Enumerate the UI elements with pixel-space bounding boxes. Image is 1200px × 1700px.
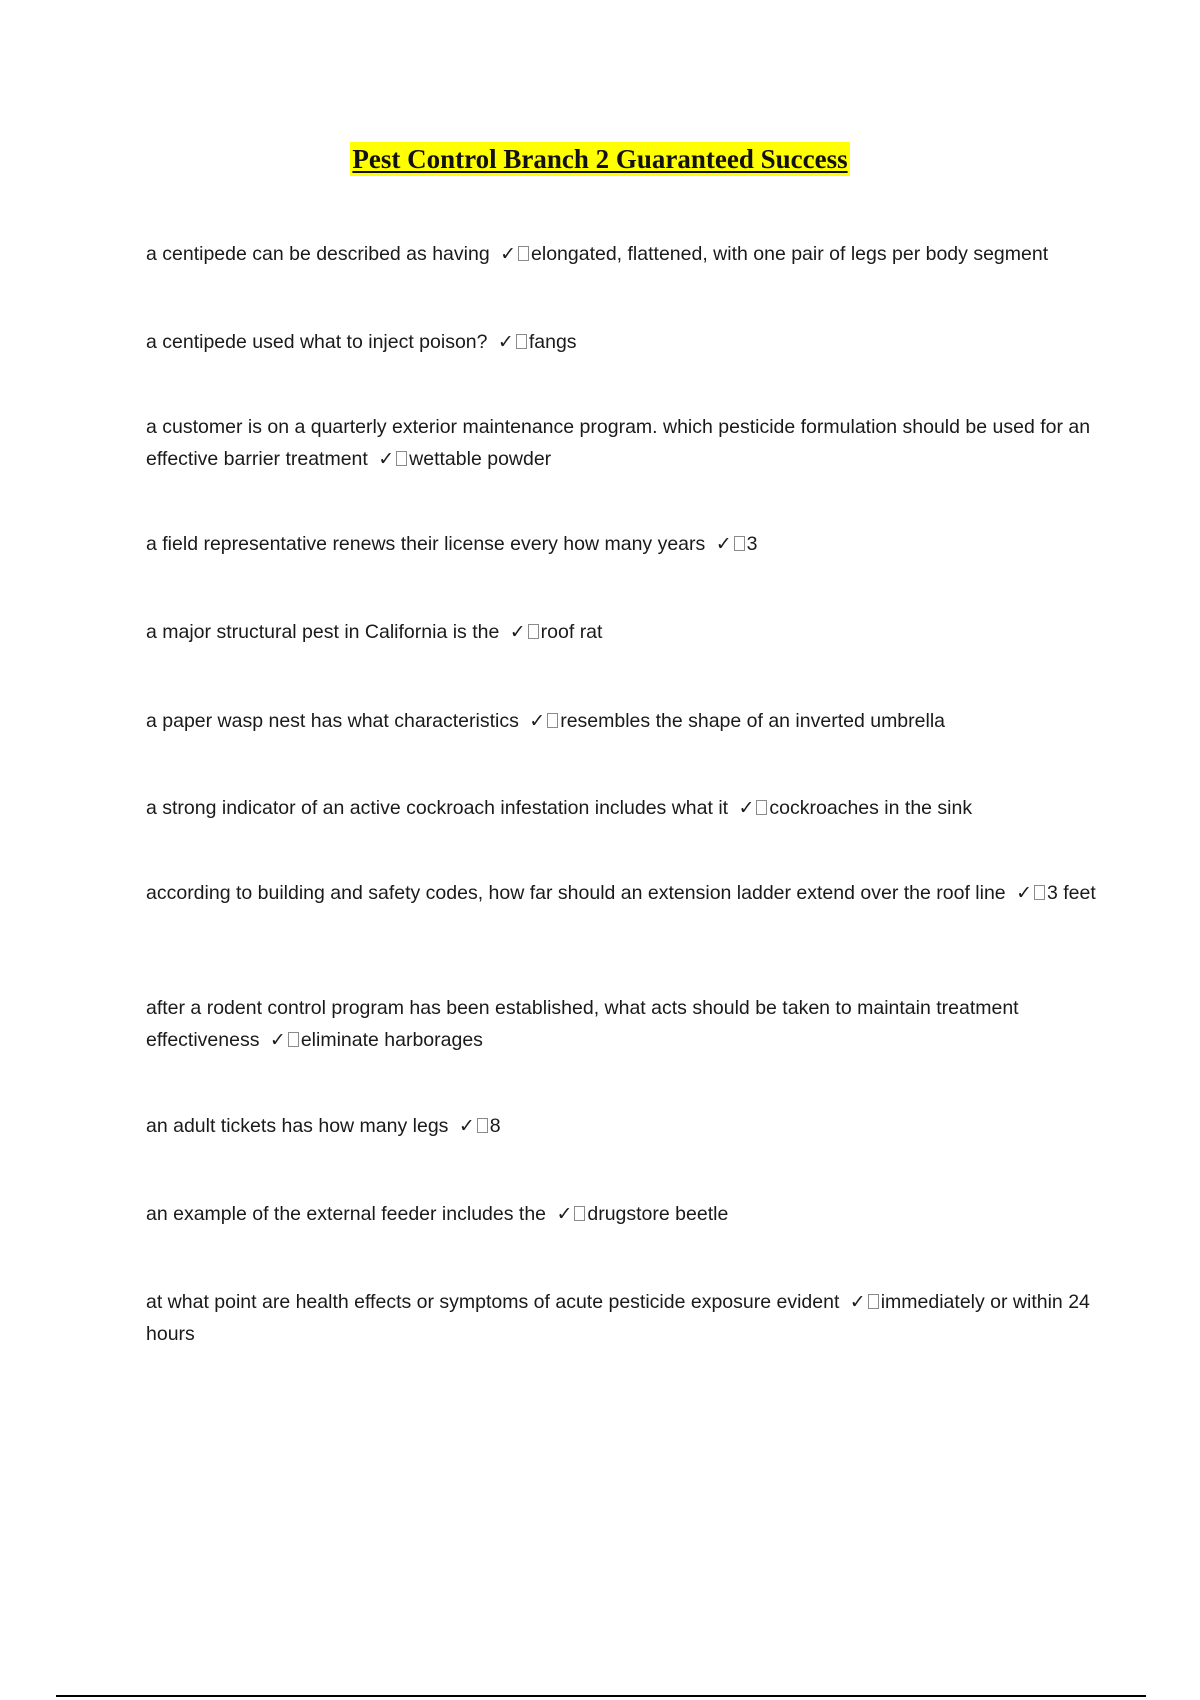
checkmark-icon: ✓ (378, 448, 395, 470)
missing-glyph-box-icon (516, 334, 527, 349)
missing-glyph-box-icon (547, 713, 558, 728)
qa-item (146, 792, 1096, 824)
question-text: a paper wasp nest has what characteristics (146, 710, 519, 732)
title-container (0, 142, 1200, 176)
checkmark-icon: ✓ (458, 1115, 475, 1137)
checkmark-icon: ✓ (715, 533, 732, 555)
qa-item (146, 1286, 1096, 1350)
question-text: a field representative renews their license every how many years (146, 533, 706, 555)
checkmark-icon: ✓ (497, 331, 514, 353)
missing-glyph-box-icon (756, 800, 767, 815)
missing-glyph-box-icon (1034, 885, 1045, 900)
qa-item (146, 326, 1096, 358)
question-text: an adult tickets has how many legs (146, 1115, 449, 1137)
checkmark-icon: ✓ (849, 1291, 866, 1313)
missing-glyph-box-icon (396, 451, 407, 466)
answer-text: resembles the shape of an inverted umbrella (560, 710, 946, 732)
question-text: at what point are health effects or symptoms of acute pesticide exposure evident (146, 1291, 840, 1313)
missing-glyph-box-icon (477, 1118, 488, 1133)
qa-item (146, 411, 1096, 475)
missing-glyph-box-icon (574, 1206, 585, 1221)
answer-text: 3 (746, 533, 758, 555)
answer-text: cockroaches in the sink (769, 797, 973, 819)
qa-item (146, 238, 1096, 270)
question-text: a customer is on a quarterly exterior maintenance program. which pesticide formulation should be used for an effective barrier treatment (146, 416, 1091, 470)
missing-glyph-box-icon (518, 246, 529, 261)
page-title: Pest Control Branch 2 Guaranteed Success (352, 144, 848, 174)
qa-item (146, 705, 1096, 737)
question-text: after a rodent control program has been established, what acts should be taken to maintain treatment effectiveness (146, 997, 1019, 1051)
answer-text: immediately or within 24 hours (146, 1291, 1090, 1345)
answer-text: roof rat (540, 621, 603, 643)
answer-text: 8 (489, 1115, 501, 1137)
question-text: an example of the external feeder includes the (146, 1203, 547, 1225)
answer-text: wettable powder (409, 448, 552, 470)
qa-item (146, 1110, 1096, 1142)
checkmark-icon: ✓ (269, 1029, 286, 1051)
checkmark-icon: ✓ (738, 797, 755, 819)
checkmark-icon: ✓ (500, 243, 517, 265)
missing-glyph-box-icon (288, 1032, 299, 1047)
checkmark-icon: ✓ (529, 710, 546, 732)
answer-text: fangs (528, 331, 577, 353)
missing-glyph-box-icon (868, 1294, 879, 1309)
question-text: a strong indicator of an active cockroach infestation includes what it (146, 797, 729, 819)
checkmark-icon: ✓ (556, 1203, 573, 1225)
question-text: a major structural pest in California is the (146, 621, 500, 643)
answer-text: elongated, flattened, with one pair of legs per body segment (531, 243, 1049, 265)
qa-item (146, 616, 1096, 648)
qa-item (146, 528, 1096, 560)
footer-divider (56, 1695, 1146, 1697)
answer-text: eliminate harborages (300, 1029, 483, 1051)
qa-item (146, 1198, 1096, 1230)
question-text: a centipede used what to inject poison? (146, 331, 488, 353)
checkmark-icon: ✓ (509, 621, 526, 643)
question-text: a centipede can be described as having (146, 243, 490, 265)
question-text: according to building and safety codes, how far should an extension ladder extend over the roof line (146, 882, 1006, 904)
answer-text: drugstore beetle (587, 1203, 729, 1225)
qa-item (146, 992, 1096, 1056)
missing-glyph-box-icon (528, 624, 539, 639)
qa-item (146, 877, 1096, 909)
missing-glyph-box-icon (734, 536, 745, 551)
checkmark-icon: ✓ (1016, 882, 1032, 904)
answer-text: 3 feet (1046, 882, 1096, 904)
